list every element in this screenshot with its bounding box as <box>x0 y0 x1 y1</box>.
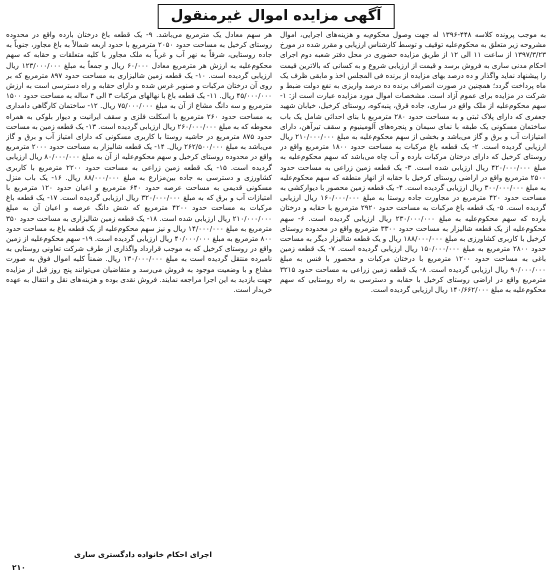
page-number: ۲۱۰ <box>12 563 26 572</box>
notice-title: آگهی مزایده اموال غیرمنقول <box>170 8 382 24</box>
notice-body-right: به موجب پرونده کلاسه ۴۴۸-۱۳۹۶ له جهت وصول محکوم‌به و هزینه‌های اجرایی، اموال مشروحه زیر متعلق به محکوم‌علیه توقیف و توسط کارشناس ارزیابی و مقرر شده در مورخ ۱۳۹۷/۳/۲۳ از ساعت ۱۱ الی ۱۲ از طریق مزایده حضوری در محل دفتر شعبه دوم اجرای احکام مدنی ساری به فروش برسد و قیمت از ارزیابی شروع و به کسانی که بالاترین قیمت را پیشنهاد نماید واگذار و ده درصد بهای مزایده از برنده فی المجلس اخذ و مابقی ظرف یک ماه پرداخت گردد؛ همچنین در صورت انصراف برنده ده درصد واریزی به نفع دولت ضبط و شرکت در مزایده برای عموم آزاد است. مشخصات اموال مورد مزایده عبارت است از: ۱- سهم محکوم‌علیه از ملک واقع در ساری، جاده قرق، پنبه‌کوه، روستای کرخیل، خیابان شهید جعفری که دارای پلاک ثبتی و به مساحت حدود ۲۸۰ مترمربع با بنای احداثی شامل یک باب ساختمان مسکونی یک طبقه با نمای سیمان و پنجره‌های آلومینیوم و سقف تیرآهن، دارای امتیازات آب و برق و گاز می‌باشد و بخشی از سهم محکوم‌علیه به مبلغ ۲۱۰/۰۰۰/۰۰۰ ریال ارزیابی گردیده است. ۲- یک قطعه باغ مرکبات به مساحت حدود ۱۸۰۰ مترمربع واقع در روستای کرخیل که دارای درختان مرکبات بارده و آب چاه می‌باشد که سهم محکوم‌علیه به مبلغ ۴۲۰/۰۰۰/۰۰۰ ریال ارزیابی شده است. ۳- یک قطعه زمین زراعی به مساحت حدود ۲۵۰۰ مترمربع واقع در اراضی روستای کرخیل با حقابه از انهار منطقه که سهم محکوم‌علیه به مبلغ ۳۰۰/۰۰۰/۰۰۰ ریال ارزیابی گردیده است. ۴- یک قطعه زمین محصور با دیوارکشی به مساحت حدود ۴۲۰ مترمربع در مجاورت جاده روستا به مبلغ ۱۶۰/۰۰۰/۰۰۰ ریال ارزیابی گردیده است. ۵- یک قطعه باغ مرکبات به مساحت حدود ۲۹۲۰ مترمربع با حقابه و درختان بارده که سهم محکوم‌علیه به مبلغ ۲۳۰/۰۰۰/۰۰۰ ریال ارزیابی گردیده است. ۶- سهم محکوم‌علیه از یک قطعه شالیزار به مساحت حدود ۳۳۰۰ مترمربع واقع در محدوده روستای کرخیل با کاربری کشاورزی به مبلغ ۱۸۸/۰۰۰/۰۰۰ ریال و یک قطعه شالیزار دیگر به مساحت حدود ۲۸۰۰ مترمربع به مبلغ ۱۵۰/۰۰۰/۰۰۰ ریال ارزیابی گردیده است. ۷- یک قطعه زمین باغی به مساحت حدود ۱۲۰۰ مترمربع با درختان مرکبات و محصور با فنس به مبلغ ۹۰/۰۰۰/۰۰۰ ریال ارزیابی گردیده است. ۸- یک قطعه زمین زراعی به مساحت حدود ۳۲۱۵ مترمربع واقع در اراضی روستای کرخیل با حقابه و دسترسی به راه روستایی که سهم محکوم‌علیه به مبلغ ۱۴۰/۶۶۲/۰۰۰ ریال ارزیابی گردیده است. <box>280 30 546 295</box>
notice-columns <box>6 30 546 566</box>
notice-column-left <box>6 30 272 566</box>
notice-body-left: هر سهم معادل یک مترمربع می‌باشد. ۹- یک قطعه باغ درختان بارده واقع در محدوده روستای کرخیل به مساحت حدود ۲۰۵۰ مترمربع با حدود اربعه شمالاً به باغ مجاور، جنوباً به جاده روستایی، شرقاً به نهر آب و غرباً به ملک مجاور با کلیه متعلقات و حقابه که سهم محکوم‌علیه به ارزش هر مترمربع معادل ۶۰/۰۰۰ ریال و جمعاً به مبلغ ۱۲۳/۰۰۰/۰۰۰ ریال ارزیابی گردیده است. ۱۰- یک قطعه زمین شالیزاری به مساحت حدود ۸۹۷ مترمربع که بر روی آن درختان مرکبات و صنوبر غرس شده و دارای حقابه و راه دسترسی است به ارزش ۴۵/۰۰۰/۰۰۰ ریال. ۱۱- یک قطعه باغ با نهالهای مرکبات ۳ الی ۴ ساله به مساحت حدود ۱۵۰۰ مترمربع و سه دانگ مشاع از آن به مبلغ ۷۵/۰۰۰/۰۰۰ ریال. ۱۲- ساختمان کارگاهی دامداری به مساحت حدود ۲۶۰ مترمربع با اسکلت فلزی و سقف ایرانیت و دیوار بلوکی به همراه محوطه که به مبلغ ۲۶۰/۰۰۰/۰۰۰ ریال ارزیابی گردیده است. ۱۳- یک قطعه زمین به مساحت حدود ۸۷۵ مترمربع در حاشیه روستا با کاربری مسکونی که دارای امتیاز آب و برق و گاز می‌باشد به مبلغ ۲۶۲/۵۰۰/۰۰۰ ریال. ۱۴- یک قطعه شالیزار به مساحت حدود ۲۰۰۰ مترمربع واقع در محدوده روستای کرخیل و سهم محکوم‌علیه از آن به مبلغ ۸۰/۰۰۰/۰۰۰ ریال ارزیابی گردیده است. ۱۵- یک قطعه زمین زراعی به مساحت حدود ۲۲۰۰ مترمربع با کاربری کشاورزی و دسترسی به جاده بین‌مزارع به مبلغ ۸۸/۰۰۰/۰۰۰ ریال. ۱۶- یک باب منزل مسکونی قدیمی به مساحت عرصه حدود ۶۴۰ مترمربع و اعیان حدود ۱۲۰ مترمربع با امتیازات آب و برق که به مبلغ ۳۲۰/۰۰۰/۰۰۰ ریال ارزیابی گردیده است. ۱۷- یک قطعه باغ مرکبات به مساحت حدود ۴۲۰۰ مترمربع که شش دانگ عرصه و اعیان آن به مبلغ ۲۱۰/۰۰۰/۰۰۰ ریال ارزیابی شده است. ۱۸- یک قطعه زمین شالیزاری به مساحت حدود ۳۵۰ مترمربع به مبلغ ۱۴/۰۰۰/۰۰۰ ریال و نیز سهم محکوم‌علیه از یک قطعه باغ به مساحت حدود ۸۰۰ مترمربع به مبلغ ۴۰/۰۰۰/۰۰۰ ریال ارزیابی گردیده است. ۱۹- سهم محکوم‌علیه از زمین واقع در روستای کرخیل که به موجب قرارداد واگذاری از طرف شرکت تعاونی روستایی به نامبرده منتقل گردیده است به مبلغ ۱۳۰/۰۰۰/۰۰۰ ریال. ضمناً کلیه اموال فوق به صورت مشاع و با وضعیت موجود به فروش می‌رسد و متقاضیان می‌توانند پنج روز قبل از مزایده جهت بازدید به این اجرا مراجعه نمایند. فروش نقدی بوده و هزینه‌های نقل و انتقال به عهده خریدار است. <box>6 30 272 295</box>
notice-title-box <box>158 4 395 29</box>
notice-footer-issuer: اجرای احکام خانواده دادگستری ساری <box>73 550 212 559</box>
notice-column-right <box>280 30 546 566</box>
